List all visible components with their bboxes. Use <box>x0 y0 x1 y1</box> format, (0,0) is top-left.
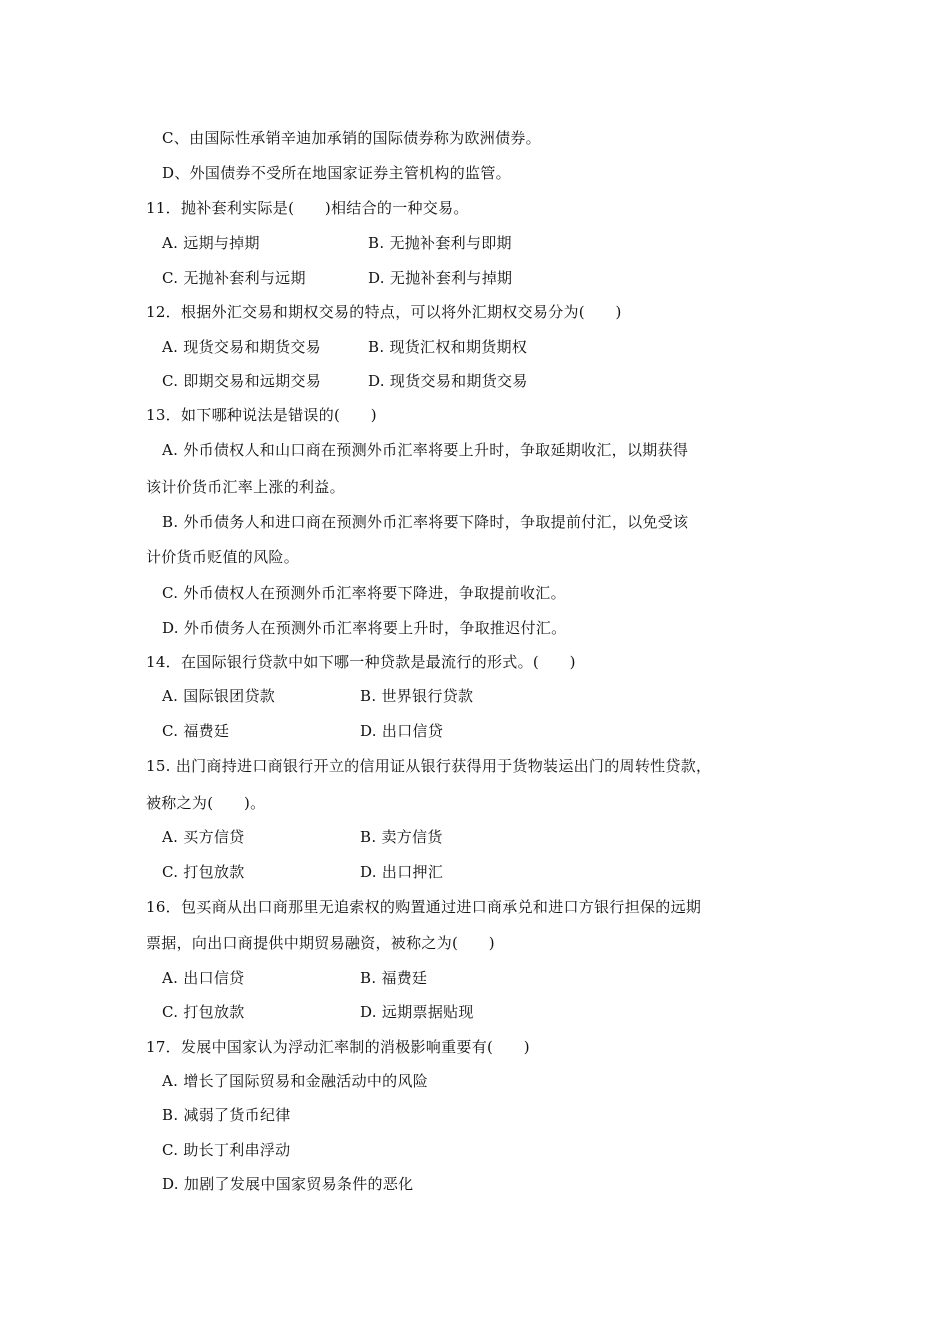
option-d-previous: D、外国债券不受所在地国家证券主管机构的监管。 <box>162 164 511 182</box>
question-15-line1: 15. 出门商持进口商银行开立的信用证从银行获得用于货物装运出门的周转性贷款， <box>146 757 712 775</box>
question-11: 11．抛补套利实际是( )相结合的一种交易。 <box>146 199 469 217</box>
q11-option-c: C. 无抛补套利与远期 <box>162 269 306 287</box>
q11-option-d: D. 无抛补套利与掉期 <box>368 269 513 287</box>
q17-option-d: D. 加剧了发展中国家贸易条件的恶化 <box>162 1175 414 1193</box>
question-13: 13．如下哪种说法是错误的( ) <box>146 406 377 424</box>
q14-option-d: D. 出口信贷 <box>360 722 444 740</box>
q13-option-b-line2: 计价货币贬值的风险。 <box>146 548 300 566</box>
q16-option-a: A. 出口信贷 <box>162 969 245 987</box>
q16-option-b: B. 福费廷 <box>360 969 428 987</box>
q13-option-b-line1: B. 外币债务人和进口商在预测外币汇率将要下降时，争取提前付汇，以免受该 <box>162 513 689 531</box>
q12-option-b: B. 现货汇权和期货期权 <box>368 338 528 356</box>
q13-option-d: D. 外币债务人在预测外币汇率将要上升时，争取推迟付汇。 <box>162 619 567 637</box>
q13-option-c: C. 外币债权人在预测外币汇率将要下降进，争取提前收汇。 <box>162 584 566 602</box>
q17-option-b: B. 减弱了货币纪律 <box>162 1106 291 1124</box>
q14-option-c: C. 福费廷 <box>162 722 230 740</box>
q16-option-c: C. 打包放款 <box>162 1003 245 1021</box>
question-14: 14．在国际银行贷款中如下哪一种贷款是最流行的形式。( ) <box>146 653 576 671</box>
q17-option-a: A. 增长了国际贸易和金融活动中的风险 <box>162 1072 429 1090</box>
q15-option-c: C. 打包放款 <box>162 863 245 881</box>
question-16-line2: 票据，向出口商提供中期贸易融资，被称之为( ) <box>146 934 495 952</box>
question-17: 17．发展中国家认为浮动汇率制的消极影响重要有( ) <box>146 1038 530 1056</box>
option-c-previous: C、由国际性承销辛迪加承销的国际债券称为欧洲债券。 <box>162 129 541 147</box>
q12-option-a: A. 现货交易和期货交易 <box>162 338 321 356</box>
q12-option-d: D. 现货交易和期货交易 <box>368 372 528 390</box>
question-15-line2: 被称之为( )。 <box>146 794 266 812</box>
question-16-line1: 16．包买商从出口商那里无追索权的购置通过进口商承兑和进口方银行担保的远期 <box>146 898 702 916</box>
q13-option-a-line1: A. 外币债权人和山口商在预测外币汇率将要上升时，争取延期收汇，以期获得 <box>162 441 689 459</box>
q14-option-b: B. 世界银行贷款 <box>360 687 474 705</box>
q11-option-b: B. 无抛补套利与即期 <box>368 234 512 252</box>
q15-option-a: A. 买方信贷 <box>162 828 245 846</box>
question-12: 12．根据外汇交易和期权交易的特点，可以将外汇期权交易分为( ) <box>146 303 622 321</box>
q15-option-d: D. 出口押汇 <box>360 863 444 881</box>
q13-option-a-line2: 该计价货币汇率上涨的利益。 <box>146 478 345 496</box>
q17-option-c: C. 助长丁利串浮动 <box>162 1141 291 1159</box>
q15-option-b: B. 卖方信货 <box>360 828 443 846</box>
q12-option-c: C. 即期交易和远期交易 <box>162 372 322 390</box>
q16-option-d: D. 远期票据贴现 <box>360 1003 474 1021</box>
q11-option-a: A. 远期与掉期 <box>162 234 260 252</box>
q14-option-a: A. 国际银团贷款 <box>162 687 276 705</box>
